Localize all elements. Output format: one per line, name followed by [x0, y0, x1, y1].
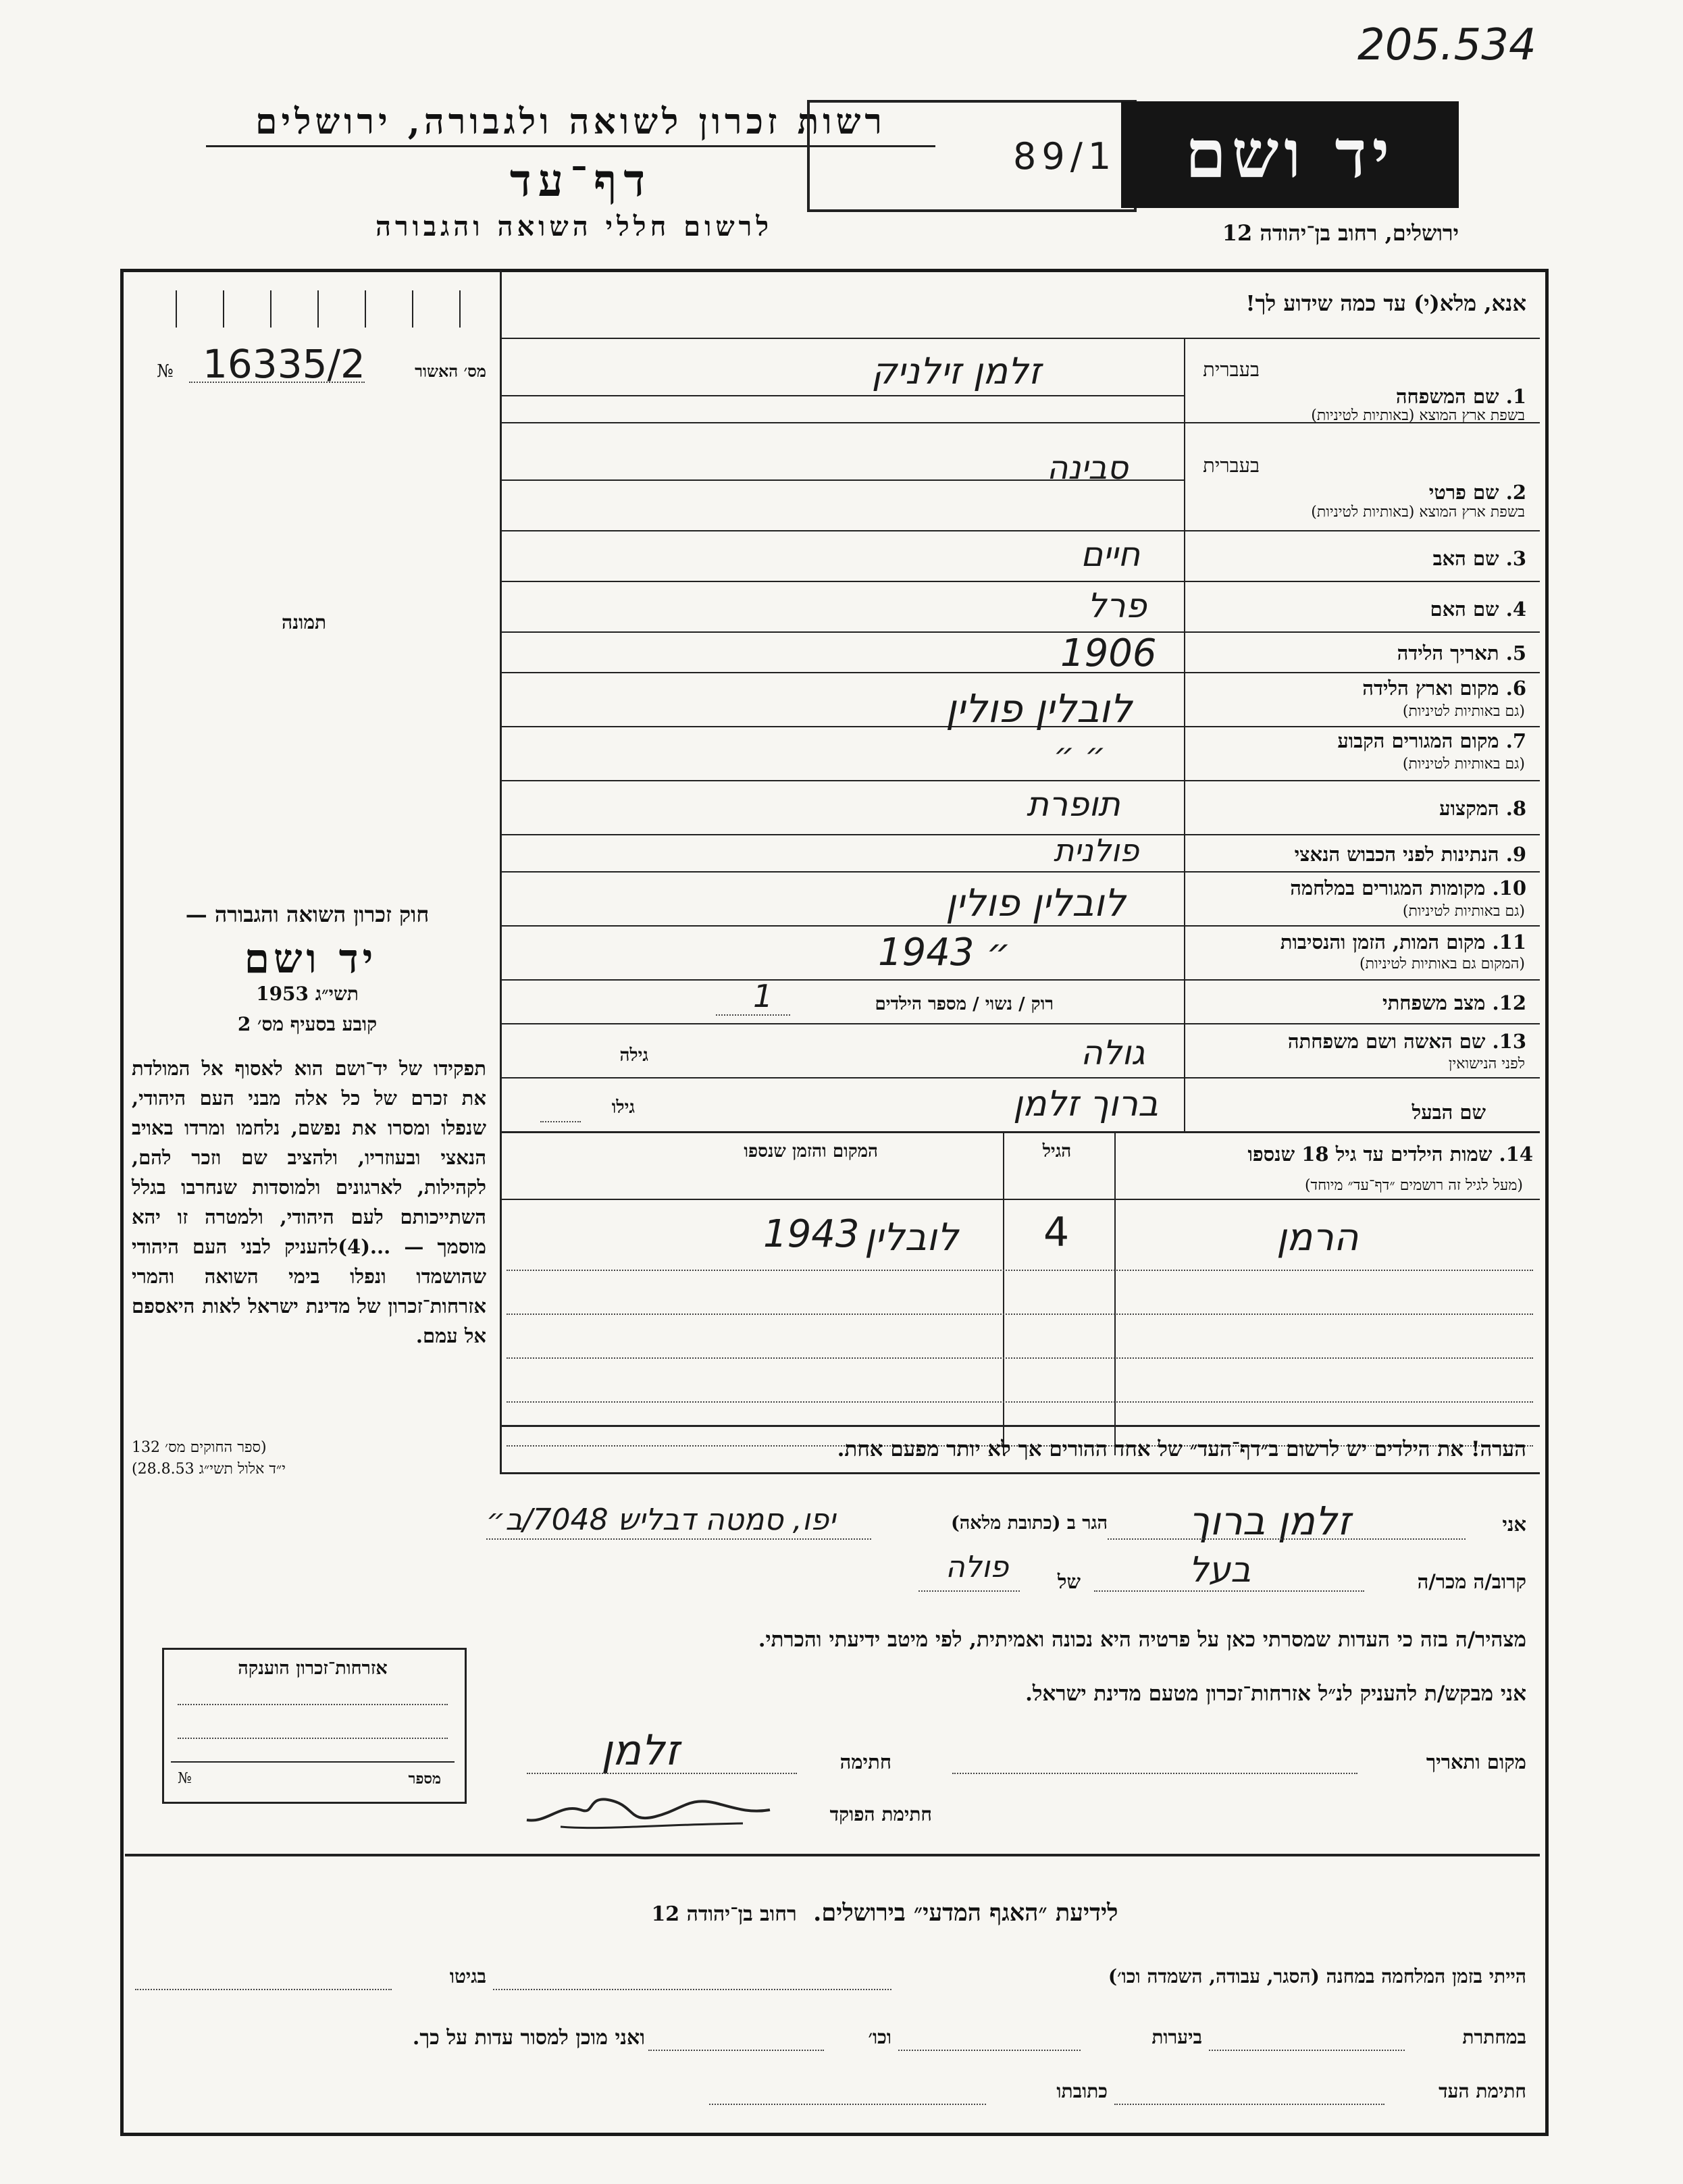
- field-2-lang: בעברית: [1203, 454, 1260, 477]
- field-12-children-count: 1: [753, 978, 773, 1014]
- approval-dots: [189, 382, 365, 383]
- note-bottom-line: [500, 1472, 1540, 1474]
- field-1-value: זלמן זילניק: [871, 350, 1041, 392]
- officer-label: חתימת הפוקד: [829, 1803, 932, 1825]
- place-date-label: מקום ותאריך: [1426, 1750, 1526, 1773]
- field-9-value: פולנית: [1054, 832, 1139, 868]
- wife-age-label: גילה: [619, 1045, 648, 1066]
- citizenship-number-label: מספר: [408, 1770, 441, 1788]
- of-label: של: [1057, 1570, 1081, 1593]
- child-place: לובלין: [864, 1216, 959, 1259]
- field-12-label: 12. מצב משפחתי: [1382, 991, 1526, 1014]
- field-6-sub: (גם באותיות לטיניות): [1402, 703, 1525, 720]
- law-ref-2: י״ד אלול תשי״ג 28.8.53): [132, 1461, 286, 1478]
- child-age: 4: [1043, 1209, 1070, 1256]
- note-top-line: [500, 1425, 1540, 1427]
- law-name: יד ושם: [244, 935, 378, 983]
- declarant-signature: זלמן: [601, 1725, 679, 1775]
- residing-label: הגר ב (כתובת מלאה): [950, 1513, 1108, 1534]
- field-11-label: 11. מקום המות, הזמן והנסיבות: [1280, 931, 1526, 954]
- bottom-line3-b: כתובתו: [1056, 2080, 1108, 2102]
- bottom-line1-a: הייתי בזמן המלחמה במחנה (הסגר, עבודה, השמדה וכו׳): [1108, 1965, 1526, 1987]
- field-10-value: לובלין פולין: [946, 881, 1126, 925]
- field-12-dots: [716, 1014, 790, 1016]
- law-year: תשי״ג 1953: [256, 983, 359, 1005]
- field-10-label: 10. מקומות המגורים במלחמה: [1290, 877, 1526, 900]
- of-value: פולה: [946, 1550, 1009, 1584]
- children-col-place: המקום והזמן שנספו: [744, 1141, 878, 1162]
- declarant-name: זלמן ברוך: [1189, 1498, 1351, 1544]
- request: אני מבקש/ת להעניק לנ״ל אזרחות־זכרון מטעם מדינת ישראל.: [1025, 1682, 1526, 1706]
- officer-signature-icon: [520, 1783, 777, 1837]
- field-2-label: 2. שם פרטי: [1428, 481, 1526, 504]
- husband-age-dots: [540, 1121, 581, 1122]
- husband-value: ברוך זלמן: [1013, 1084, 1159, 1124]
- declarant-address: יפו, סמטה דבליש 7048/ב״: [486, 1503, 836, 1537]
- field-10-sub: (גם באותיות לטיניות): [1402, 903, 1525, 920]
- approval-number: 16335/2: [203, 341, 365, 387]
- form-subtitle: לרשום חללי השואה והגבורה: [375, 211, 773, 242]
- yad-vashem-logo: יד ושם: [1121, 101, 1459, 208]
- law-text: תפקידו של יד־ושם הוא לאסוף אל המולדת את זכרם של כל אלה מבני העם היהודי, שנפלו ומסרו את נפשם, נלחמו ומרדו באויב הנאצי ובעוזריו, ולהציב שם וזכר להם, לקהילות, לארגונים ולמוסדות שנחרבו בגלל השתייכותם לעם היהודי, ולמטרה זו יהא מוסמך — ...(4)להעניק לבני העם היהודי שהושמדו ונפלו בימי השואה והמרי אזרחות־זכרון של מדינת ישראל לאות היאספם אל עמם.: [132, 1057, 486, 1347]
- field-11-sub: (המקום גם באותיות לטיניות): [1360, 956, 1525, 972]
- field-2-value: סבינה: [1047, 449, 1129, 487]
- field-3-label: 3. שם האב: [1432, 547, 1526, 570]
- photo-label: תמונה: [281, 611, 327, 633]
- field-7-value: ״ ״: [1054, 736, 1106, 774]
- field-11-value: 1943 ״: [878, 931, 1011, 974]
- field-6-label: 6. מקום וארץ הלידה: [1362, 677, 1526, 700]
- field-1-label: 1. שם המשפחה: [1395, 385, 1526, 408]
- child-year: 1943: [763, 1212, 860, 1256]
- law-heading: חוק זכרון השואה והגבורה —: [185, 902, 430, 927]
- bottom-line2-d: ואני מוכן למסור עדות על כך.: [412, 2026, 645, 2050]
- field-2-sub: בשפת ארץ המוצא (באותיות לטיניות): [1311, 504, 1525, 521]
- citizenship-box: [162, 1648, 467, 1804]
- citizenship-title: אזרחות־זכרון הוענקה: [238, 1658, 388, 1679]
- children-label: 14. שמות הילדים עד גיל 18 שנספו: [1247, 1143, 1533, 1166]
- field-7-label: 7. מקום המגורים הקבוע: [1337, 729, 1526, 752]
- field-9-label: 9. הנתינות לפני הכבוש הנאצי: [1294, 843, 1526, 866]
- field-7-sub: (גם באותיות לטיניות): [1402, 756, 1525, 773]
- relative-label: קרוב/ה מכר/ה: [1417, 1570, 1526, 1593]
- note: הערה! את הילדים יש לרשום ב״דף־העד״ של אחד ההורים אך לא יותר מפעם אחת.: [837, 1437, 1526, 1461]
- bottom-line2-a: במחתרת: [1462, 2026, 1526, 2048]
- field-5-label: 5. תאריך הלידה: [1397, 642, 1526, 665]
- children-col-age: הגיל: [1042, 1141, 1072, 1162]
- field-12-options: רוק / נשוי / מספר הילדים: [875, 994, 1054, 1014]
- bottom-heading: לידיעת ״האגף המדעי״ בירושלים. רחוב בן־יהודה 12: [651, 1899, 1118, 1927]
- declaration: מצהיר/ה בזה כי העדות שמסרתי כאן על פרטיה היא נכונה ואמיתית, לפי מיטב ידיעתי והכרתי.: [758, 1628, 1526, 1652]
- declarant-ani: אני: [1502, 1513, 1526, 1536]
- stamp-number: 89/1: [1013, 135, 1117, 178]
- husband-label: שם הבעל: [1412, 1101, 1486, 1124]
- instruction: אנא, מלא(י) עד כמה שידוע לך!: [1245, 290, 1526, 316]
- declarant-relation: בעל: [1189, 1550, 1251, 1590]
- child-name: הרמן: [1276, 1216, 1359, 1259]
- field-8-label: 8. המקצוע: [1439, 797, 1526, 820]
- header-address: ירושלים, רחוב בן־יהודה 12: [1222, 220, 1459, 246]
- field-8-value: תופרת: [1027, 785, 1120, 824]
- header-org: רשות זכרון לשואה ולגבורה, ירושלים: [255, 101, 886, 142]
- husband-age-label: גילו: [611, 1097, 635, 1118]
- law-section: קובע בסעיף מס׳ 2: [237, 1013, 378, 1035]
- field-1-sub: בשפת ארץ המוצא (באותיות לטיניות): [1311, 407, 1525, 424]
- law-ref-1: (ספר החוקים מס׳ 132: [132, 1439, 267, 1456]
- field-13-value: גולה: [1081, 1033, 1145, 1072]
- field-13-label: 13. שם האשה ושם משפחתה: [1287, 1030, 1526, 1053]
- bottom-line2-c: וכו׳: [868, 2026, 891, 2048]
- approval-prefix: №: [157, 361, 174, 382]
- field-4-label: 4. שם האם: [1430, 598, 1526, 621]
- field-5-value: 1906: [1060, 631, 1157, 675]
- bottom-line1-b: בגיטו: [449, 1965, 486, 1987]
- children-sub: (מעל לגיל זה רושמים ״דף־עד״ מיוחד): [1304, 1177, 1523, 1194]
- instruction-line: [500, 338, 1540, 339]
- signature-label: חתימה: [839, 1750, 891, 1773]
- field-1-lang: בעברית: [1203, 358, 1260, 381]
- bottom-line2-b: ביערות: [1151, 2026, 1202, 2048]
- field-4-value: פרל: [1087, 586, 1147, 625]
- citizenship-prefix: №: [178, 1770, 192, 1787]
- field-13-sub: לפני הנישואין: [1448, 1056, 1525, 1072]
- bottom-line3-a: חתימת העד: [1439, 2080, 1526, 2102]
- field-3-value: חיים: [1081, 535, 1141, 574]
- bottom-section-line: [125, 1854, 1540, 1856]
- approval-label: מס׳ האשור: [415, 361, 486, 381]
- id-tick-boxes: [162, 290, 480, 328]
- form-title: דף־עד: [509, 154, 652, 207]
- field-6-value: לובלין פולין: [946, 685, 1133, 731]
- handwritten-file-number: 205.534: [1357, 20, 1536, 70]
